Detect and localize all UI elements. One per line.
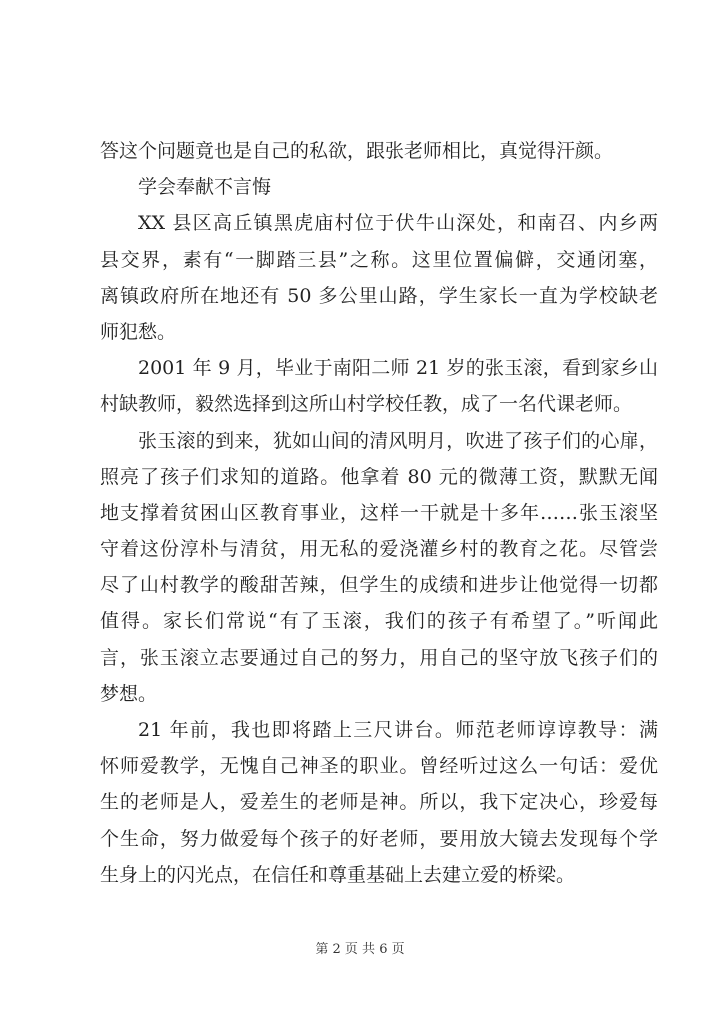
paragraph bbox=[100, 169, 658, 205]
text-line: XX 县区高丘镇黑虎庙村位于伏牛山深处，和南召、内乡两 bbox=[138, 212, 658, 235]
text-line: 梦想。 bbox=[100, 682, 158, 705]
paragraph bbox=[100, 712, 658, 893]
text-line: 离镇政府所在地还有 50 多公里山路，学生家长一直为学校缺老 bbox=[100, 284, 658, 307]
paragraph bbox=[100, 205, 658, 350]
text-line: 生身上的闪光点，在信任和尊重基础上去建立爱的桥梁。 bbox=[100, 863, 576, 886]
document-body bbox=[100, 133, 658, 893]
text-line: 村缺教师，毅然选择到这所山村学校任教，成了一名代课老师。 bbox=[100, 393, 633, 416]
text-line: 尽了山村教学的酸甜苦辣，但学生的成绩和进步让他觉得一切都 bbox=[100, 574, 658, 597]
text-line: 张玉滚的到来，犹如山间的清风明月，吹进了孩子们的心扉， bbox=[138, 429, 658, 452]
page-footer: 第 2 页 共 6 页 bbox=[315, 942, 405, 957]
text-line: 答这个问题竟也是自己的私欲，跟张老师相比，真觉得汗颜。 bbox=[100, 140, 614, 162]
text-line: 师犯愁。 bbox=[100, 320, 177, 343]
text-line: 照亮了孩子们求知的道路。他拿着 80 元的微薄工资，默默无闻 bbox=[100, 465, 658, 488]
text-line: 生的老师是人，爱差生的老师是神。所以，我下定决心，珍爱每 bbox=[100, 791, 658, 814]
paragraph bbox=[100, 350, 658, 422]
text-line: 2001 年 9 月，毕业于南阳二师 21 岁的张玉滚，看到家乡山 bbox=[138, 357, 658, 380]
text-line: 言，张玉滚立志要通过自己的努力，用自己的坚守放飞孩子们的 bbox=[100, 646, 658, 669]
text-line: 值得。家长们常说“有了玉滚，我们的孩子有希望了。”听闻此 bbox=[100, 610, 658, 633]
text-line: 21 年前，我也即将踏上三尺讲台。师范老师谆谆教导：满 bbox=[138, 719, 658, 741]
text-line: 怀师爱教学，无愧自己神圣的职业。曾经听过这么一句话：爱优 bbox=[100, 755, 658, 778]
text-line: 个生命，努力做爱每个孩子的好老师，要用放大镜去发现每个学 bbox=[100, 827, 658, 850]
text-line: 县交界，素有“一脚踏三县”之称。这里位置偏僻，交通闭塞， bbox=[100, 248, 658, 271]
text-line: 地支撑着贫困山区教育事业，这样一干就是十多年……张玉滚坚 bbox=[100, 501, 658, 524]
text-line: 学会奉献不言悔 bbox=[138, 176, 272, 199]
paragraph bbox=[100, 423, 658, 713]
paragraph bbox=[100, 133, 658, 169]
text-line: 守着这份淳朴与清贫，用无私的爱浇灌乡村的教育之花。尽管尝 bbox=[100, 538, 658, 561]
